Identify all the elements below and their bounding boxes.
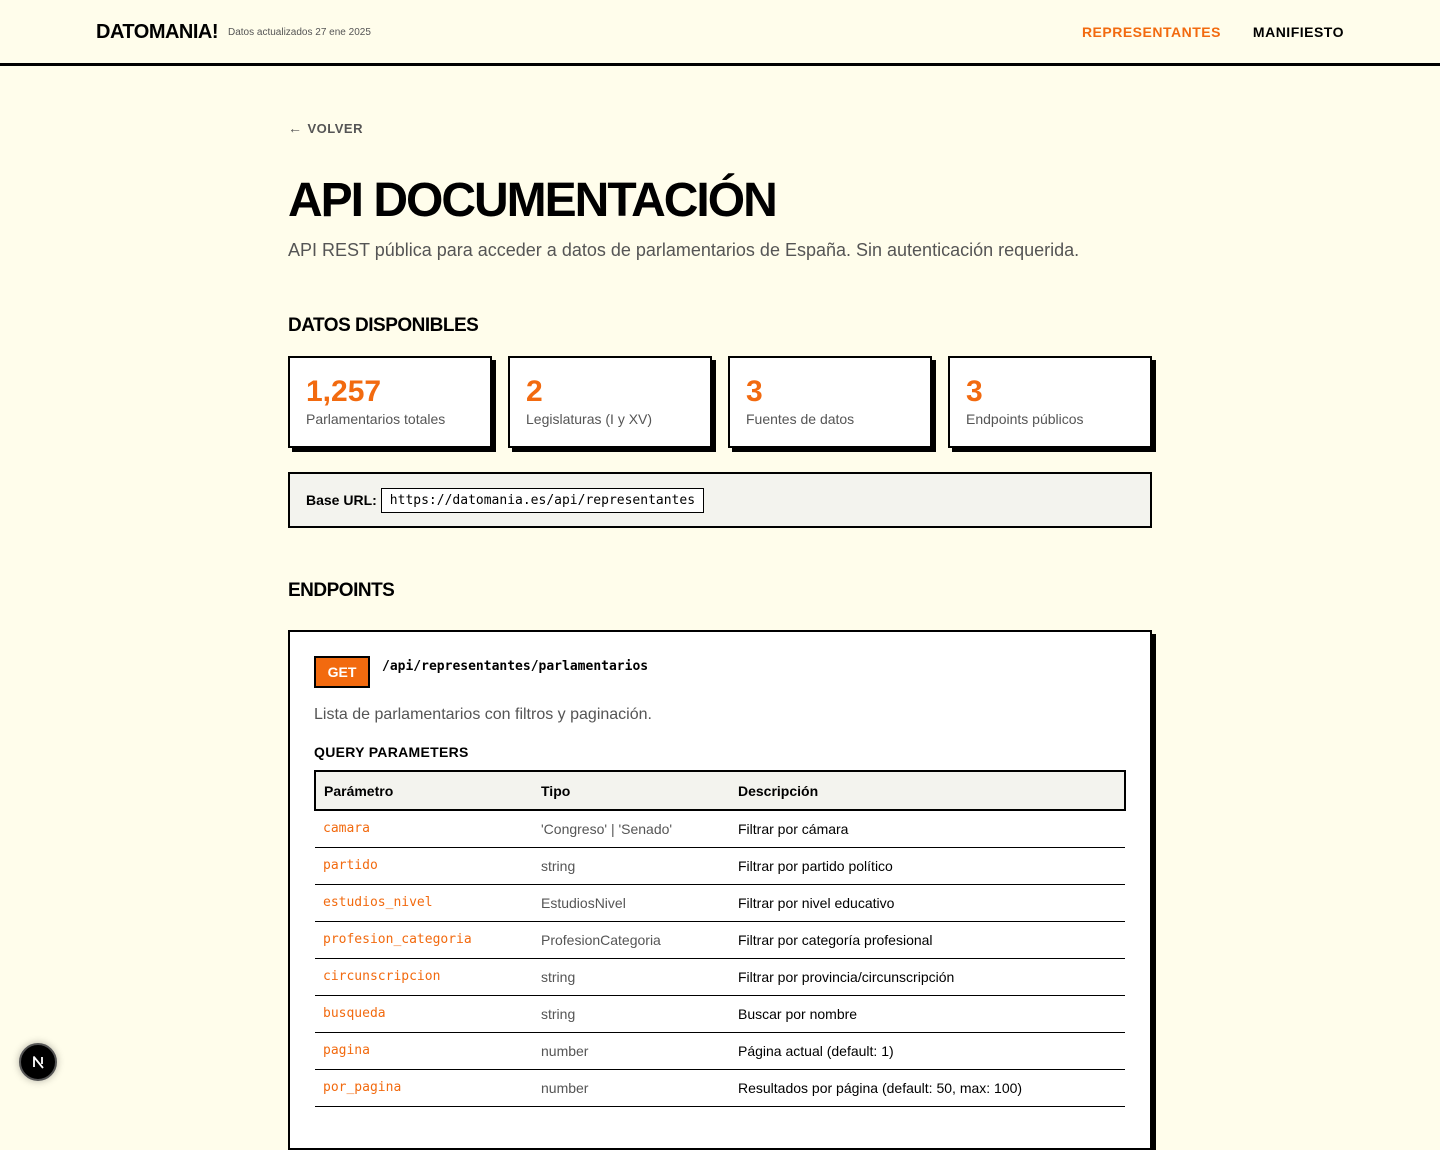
- param-description: Filtrar por categoría profesional: [730, 921, 1125, 958]
- param-description: Filtrar por nivel educativo: [730, 884, 1125, 921]
- nextjs-logo-glyph: [28, 1052, 48, 1072]
- base-url-label: Base URL:: [306, 492, 377, 508]
- arrow-left-icon: ←: [288, 120, 303, 136]
- table-row: [315, 995, 1125, 1032]
- param-type: string: [533, 847, 730, 884]
- param-name: busqueda: [315, 995, 533, 1032]
- nextjs-logo-icon[interactable]: [19, 1043, 57, 1081]
- page-subtitle: API REST pública para acceder a datos de parlamentarios de España. Sin autenticación requerida.: [288, 240, 1080, 260]
- stat-value: 3: [966, 375, 983, 408]
- param-description: Filtrar por partido político: [730, 847, 1125, 884]
- main-content: [288, 66, 1152, 1150]
- param-description: Página actual (default: 1): [730, 1032, 1125, 1069]
- endpoint-header: [314, 656, 1126, 688]
- stat-card: [508, 356, 712, 448]
- table-row: [315, 810, 1125, 847]
- table-row: [315, 921, 1125, 958]
- back-link[interactable]: [288, 120, 363, 136]
- stat-card: [728, 356, 932, 448]
- nav-item-manifiesto[interactable]: MANIFIESTO: [1252, 24, 1344, 40]
- stats-grid: [288, 356, 1152, 448]
- section-heading-endpoints: ENDPOINTS: [288, 580, 395, 601]
- main-nav: [1082, 24, 1344, 40]
- stat-value: 3: [746, 375, 763, 408]
- param-name: estudios_nivel: [315, 884, 533, 921]
- table-row: [315, 958, 1125, 995]
- param-name: partido: [315, 847, 533, 884]
- param-description: Filtrar por provincia/circunscripción: [730, 958, 1125, 995]
- section-heading-datos: DATOS DISPONIBLES: [288, 315, 479, 336]
- page-title: API DOCUMENTACIÓN: [288, 174, 776, 227]
- endpoint-card: [288, 630, 1152, 1150]
- nav-item-representantes[interactable]: REPRESENTANTES: [1081, 24, 1221, 40]
- stat-label: Legislaturas (I y XV): [526, 411, 653, 427]
- base-url-code[interactable]: https://datomania.es/api/representantes: [381, 488, 704, 513]
- endpoint-path[interactable]: /api/representantes/parlamentarios: [382, 659, 649, 674]
- column-header-parametro: Parámetro: [315, 771, 533, 810]
- brand-logo[interactable]: DATOMANIA!: [96, 21, 219, 43]
- stat-label: Parlamentarios totales: [306, 411, 446, 427]
- back-link-label: VOLVER: [307, 120, 363, 136]
- stat-value: 1,257: [306, 375, 382, 408]
- stat-card: [948, 356, 1152, 448]
- column-header-tipo: Tipo: [533, 771, 730, 810]
- stat-card: [288, 356, 492, 448]
- data-updated-label: Datos actualizados 27 ene 2025: [228, 27, 371, 38]
- param-type: string: [533, 958, 730, 995]
- table-row: [315, 884, 1125, 921]
- param-description: Buscar por nombre: [730, 995, 1125, 1032]
- table-row: [315, 847, 1125, 884]
- base-url-box: [288, 472, 1152, 528]
- http-method-badge: GET: [314, 656, 370, 688]
- endpoint-description: Lista de parlamentarios con filtros y paginación.: [314, 706, 652, 723]
- param-name: circunscripcion: [315, 958, 533, 995]
- stat-label: Fuentes de datos: [746, 411, 855, 427]
- stat-value: 2: [526, 375, 543, 408]
- parameters-table: [314, 770, 1126, 1107]
- param-name: por_pagina: [315, 1069, 533, 1106]
- param-type: number: [533, 1069, 730, 1106]
- param-name: pagina: [315, 1032, 533, 1069]
- param-type: EstudiosNivel: [533, 884, 730, 921]
- table-row: [315, 1069, 1125, 1106]
- param-type: string: [533, 995, 730, 1032]
- query-parameters-title: QUERY PARAMETERS: [314, 744, 469, 760]
- table-row: [315, 1032, 1125, 1069]
- param-type: ProfesionCategoria: [533, 921, 730, 958]
- param-type: number: [533, 1032, 730, 1069]
- table-header-row: [315, 771, 1125, 810]
- column-header-descripcion: Descripción: [730, 771, 1125, 810]
- param-description: Resultados por página (default: 50, max: 100): [730, 1069, 1125, 1106]
- param-description: Filtrar por cámara: [730, 810, 1125, 847]
- stat-label: Endpoints públicos: [966, 411, 1084, 427]
- param-name: camara: [315, 810, 533, 847]
- top-bar: [0, 0, 1440, 66]
- param-type: 'Congreso' | 'Senado': [533, 810, 730, 847]
- param-name: profesion_categoria: [315, 921, 533, 958]
